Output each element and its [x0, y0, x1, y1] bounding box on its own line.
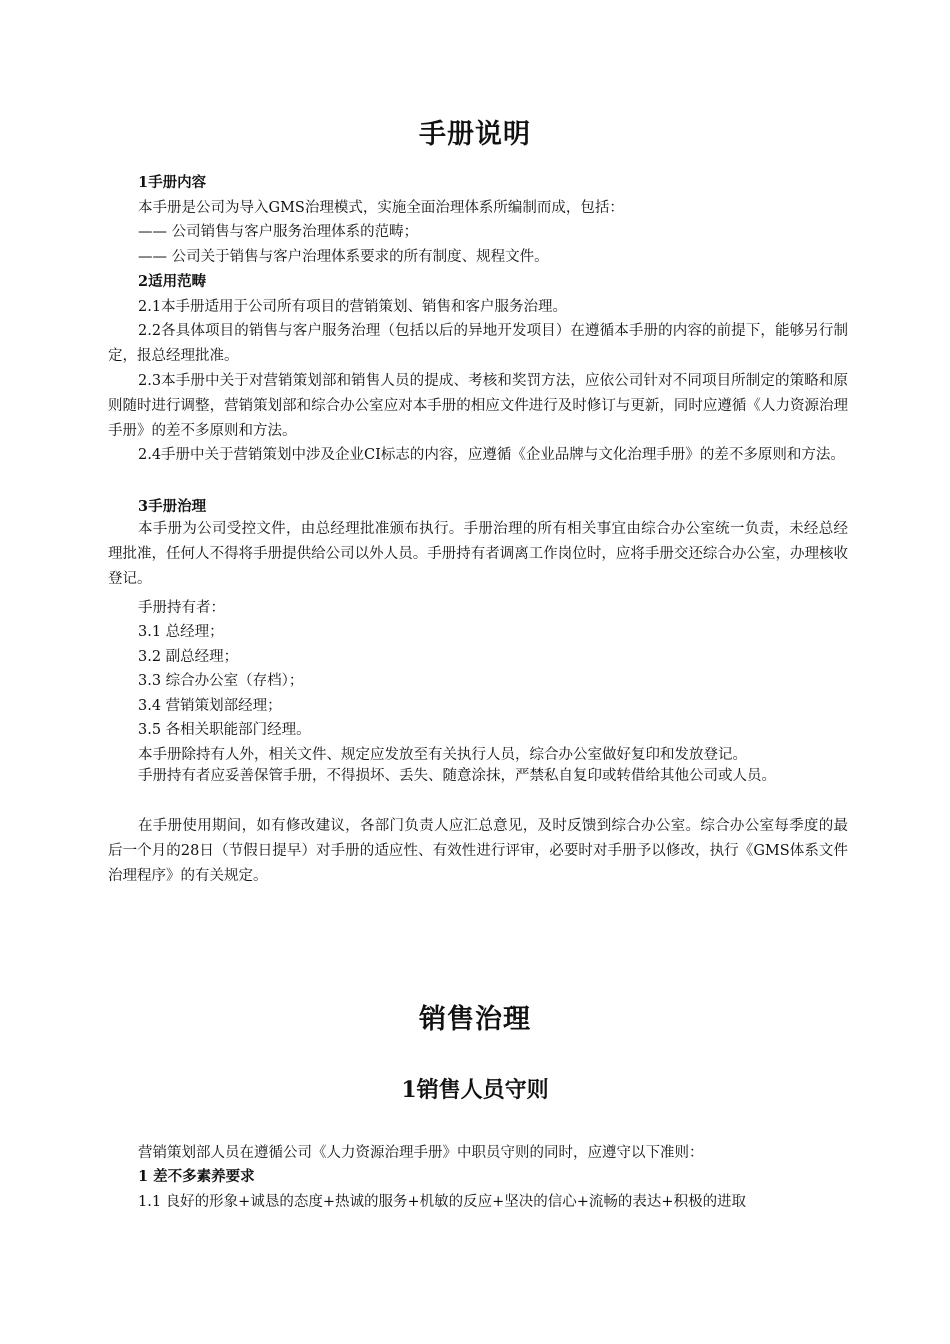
section-3-paragraph-4: 在手册使用期间，如有修改建议，各部门负责人应汇总意见，及时反馈到综合办公室。综合办公室每季度的最后一个月的28日（节假日提早）对手册的适应性、有效性进行评审，必要时对手册予以修改，执行《GMS体系文件治理程序》的有关规定。 [108, 818, 848, 884]
section-2-4: 2.4手册中关于营销策划中涉及企业CI标志的内容，应遵循《企业品牌与文化治理手册》的差不多原则和方法。 [138, 447, 845, 463]
manual-title: 手册说明 [419, 119, 531, 150]
section-3-paragraph-1: 本手册为公司受控文件，由总经理批准颁布执行。手册治理的所有相关事宜由综合办公室统一负责，未经总经理批准，任何人不得将手册提供给公司以外人员。手册持有者调离工作岗位时，应将手册交还综合办公室，办理核收登记。 [108, 521, 848, 587]
section-2-2: 2.2各具体项目的销售与客户服务治理（包括以后的异地开发项目）在遵循本手册的内容的前提下，能够另行制定，报总经理批准。 [108, 323, 848, 364]
holder-item: 3.1 总经理； [138, 624, 224, 640]
sales-section-1-1: 1.1 良好的形象+诚恳的态度+热诚的服务+机敏的反应+坚决的信心+流畅的表达+积极的进取 [138, 1194, 747, 1210]
holders-label: 手册持有者： [138, 600, 225, 616]
holder-item: 3.2 副总经理； [138, 649, 239, 665]
section-1-paragraph: 本手册是公司为导入GMS治理模式，实施全面治理体系所编制而成，包括： [138, 200, 624, 216]
section-3-paragraph-3: 手册持有者应妥善保管手册，不得损坏、丢失、随意涂抹，严禁私自复印或转借给其他公司或人员。 [138, 768, 776, 784]
section-2-1: 2.1本手册适用于公司所有项目的营销策划、销售和客户服务治理。 [138, 299, 568, 315]
section-1-item-2: —— 公司关于销售与客户治理体系要求的所有制度、规程文件。 [138, 249, 549, 265]
section-3-heading: 3手册治理 [138, 498, 207, 515]
sales-title: 销售治理 [419, 1004, 531, 1035]
sales-subtitle: 1销售人员守则 [401, 1077, 549, 1103]
section-2-3: 2.3本手册中关于对营销策划部和销售人员的提成、考核和奖罚方法，应依公司针对不同项目所制定的策略和原则随时进行调整，营销策划部和综合办公室应对本手册的相应文件进行及时修订与更新，同时应遵循《人力资源治理手册》的差不多原则和方法。 [108, 373, 848, 439]
holder-item: 3.5 各相关职能部门经理。 [138, 722, 311, 738]
sales-intro: 营销策划部人员在遵循公司《人力资源治理手册》中职员守则的同时，应遵守以下准则： [138, 1145, 704, 1161]
sales-section-1-heading: 1 差不多素养要求 [138, 1168, 255, 1185]
section-1-item-1: —— 公司销售与客户服务治理体系的范畴； [138, 224, 419, 240]
holder-item: 3.4 营销策划部经理； [138, 698, 282, 714]
section-1-heading: 1手册内容 [138, 174, 207, 191]
section-3-paragraph-2: 本手册除持有人外，相关文件、规定应发放至有关执行人员，综合办公室做好复印和发放登记。 [138, 747, 747, 763]
section-2-heading: 2适用范畴 [138, 273, 207, 290]
holder-item: 3.3 综合办公室（存档）； [138, 673, 304, 689]
